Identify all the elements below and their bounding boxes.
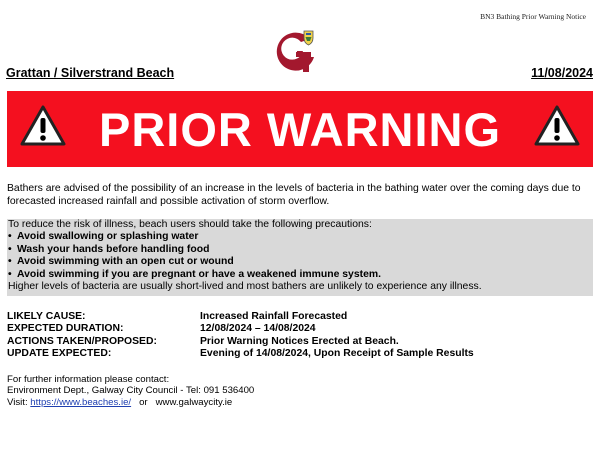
precautions-footer: Higher levels of bacteria are usually short-lived and most bathers are unlikely to experience any illness.	[8, 281, 482, 293]
precaution-item: • Wash your hands before handling food	[8, 244, 593, 256]
detail-label: LIKELY CAUSE:	[7, 311, 86, 322]
contact-department: Environment Dept., Galway City Council - Tel: 091 536400	[7, 385, 255, 397]
precautions-box	[7, 219, 593, 296]
detail-row-likely-cause	[7, 311, 474, 323]
notice-details	[7, 311, 474, 361]
detail-row-update-expected	[7, 348, 474, 360]
or-label: or	[139, 396, 148, 408]
detail-value: Evening of 14/08/2024, Upon Receipt of Sample Results	[200, 348, 474, 360]
notice-date: 11/08/2024	[531, 66, 593, 80]
detail-value: 12/08/2024 – 14/08/2024	[200, 323, 316, 335]
warning-triangle-icon	[19, 104, 67, 148]
notice-reference: BN3 Bathing Prior Warning Notice	[480, 12, 586, 21]
contact-info	[7, 374, 254, 408]
visit-label: Visit:	[7, 396, 28, 408]
precaution-item: • Avoid swallowing or splashing water	[8, 231, 593, 243]
warning-triangle-icon	[533, 104, 581, 148]
intro-paragraph: Bathers are advised of the possibility of an increase in the levels of bacteria in the bathing water over the coming days due to forecasted increased rainfall and possible activation of storm overflow.	[7, 183, 581, 207]
detail-label: UPDATE EXPECTED:	[7, 348, 112, 360]
detail-row-actions	[7, 336, 474, 348]
beach-name: Grattan / Silverstrand Beach	[6, 66, 175, 80]
detail-value: Increased Rainfall Forecasted	[200, 311, 348, 322]
notice-title-row	[6, 66, 593, 80]
precaution-item: • Avoid swimming if you are pregnant or have a weakened immune system.	[8, 269, 593, 281]
detail-label: EXPECTED DURATION:	[7, 323, 124, 335]
contact-visit-line	[7, 397, 254, 408]
precaution-item: • Avoid swimming with an open cut or wound	[8, 256, 593, 268]
beaches-link[interactable]: https://www.beaches.ie/	[30, 396, 132, 408]
detail-label: ACTIONS TAKEN/PROPOSED:	[7, 335, 157, 347]
galwaycity-website: www.galwaycity.ie	[155, 396, 233, 408]
banner-title: PRIOR WARNING	[98, 102, 502, 156]
detail-row-expected-duration	[7, 323, 474, 335]
prior-warning-banner	[7, 91, 593, 167]
contact-intro: For further information please contact:	[7, 374, 170, 385]
detail-value: Prior Warning Notices Erected at Beach.	[200, 335, 399, 347]
precautions-lead: To reduce the risk of illness, beach users should take the following precautions:	[8, 219, 372, 230]
